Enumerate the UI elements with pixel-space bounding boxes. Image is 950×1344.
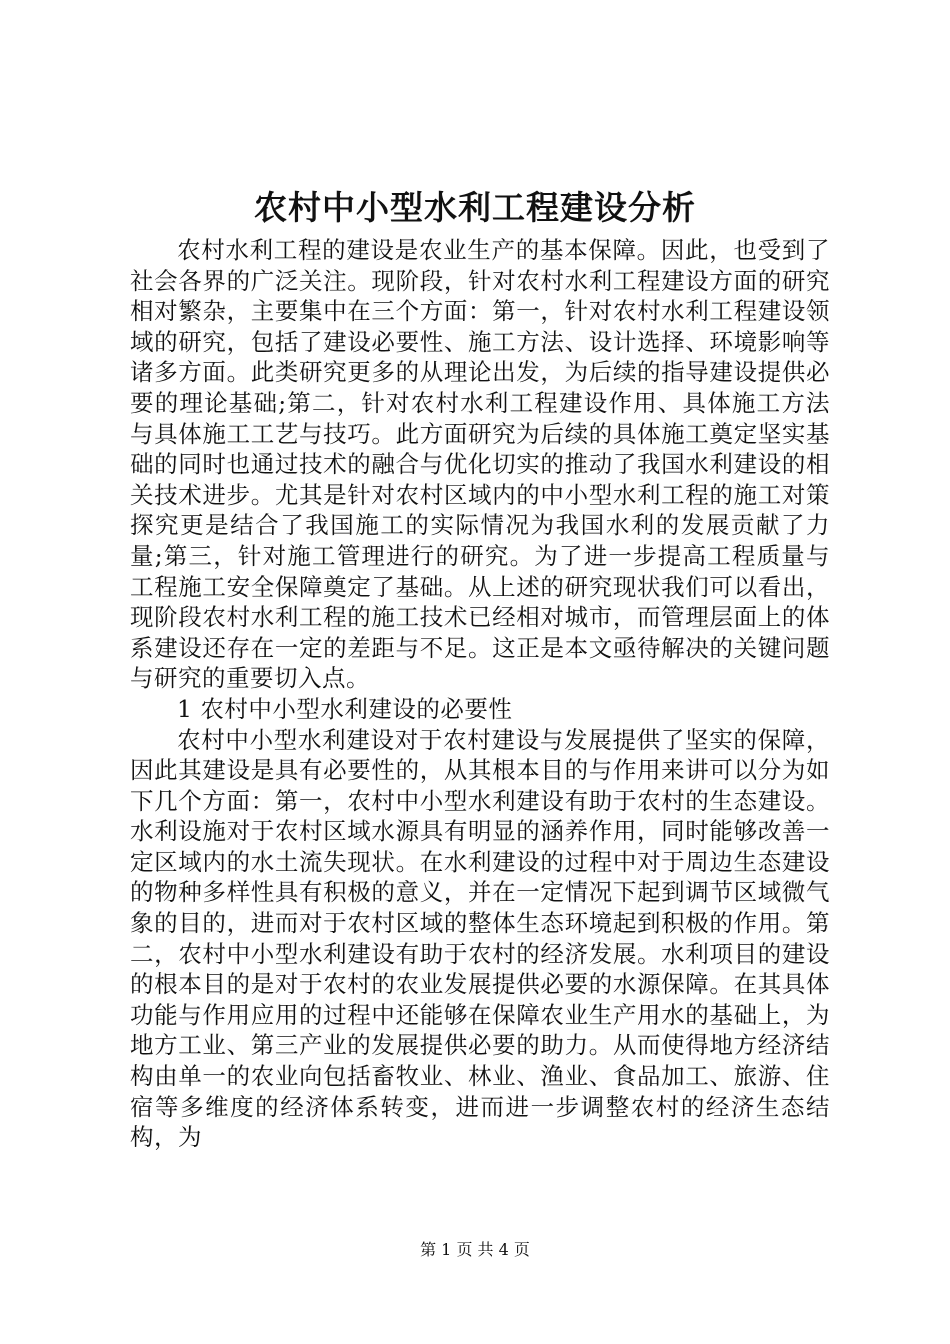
document-title: 农村中小型水利工程建设分析 [254,188,696,227]
intro-paragraph: 农村水利工程的建设是农业生产的基本保障。因此，也受到了社会各界的广泛关注。现阶段，针对农村水利工程建设方面的研究相对繁杂，主要集中在三个方面：第一，针对农村水利工程建设领域的研究，包括了建设必要性、施工方法、设计选择、环境影响等诸多方面。此类研究更多的从理论出发，为后续的指导建设提供必要的理论基础;第二，针对农村水利工程建设作用、具体施工方法与具体施工工艺与技巧。此方面研究为后续的具体施工奠定坚实基础的同时也通过技术的融合与优化切实的推动了我国水利建设的相关技术进步。尤其是针对农村区域内的中小型水利工程的施工对策探究更是结合了我国施工的实际情况为我国水利的发展贡献了力量;第三，针对施工管理进行的研究。为了进一步提高工程质量与工程施工安全保障奠定了基础。从上述的研究现状我们可以看出，现阶段农村水利工程的施工技术已经相对城市，而管理层面上的体系建设还存在一定的差距与不足。这正是本文亟待解决的关键问题与研究的重要切入点。 [130,236,830,693]
section-heading: 1 农村中小型水利建设的必要性 [177,694,513,723]
document-body [130,235,830,1153]
section-paragraph: 农村中小型水利建设对于农村建设与发展提供了坚实的保障，因此其建设是具有必要性的，从其根本目的与作用来讲可以分为如下几个方面：第一，农村中小型水利建设有助于农村的生态建设。水利设施对于农村区域水源具有明显的涵养作用，同时能够改善一定区域内的水土流失现状。在水利建设的过程中对于周边生态建设的物种多样性具有积极的意义，并在一定情况下起到调节区域微气象的目的，进而对于农村区域的整体生态环境起到积极的作用。第二，农村中小型水利建设有助于农村的经济发展。水利项目的建设的根本目的是对于农村的农业发展提供必要的水源保障。在其具体功能与作用应用的过程中还能够在保障农业生产用水的基础上，为地方工业、第三产业的发展提供必要的助力。从而使得地方经济结构由单一的农业向包括畜牧业、林业、渔业、食品加工、旅游、住宿等多维度的经济体系转变，进而进一步调整农村的经济生态结构，为 [130,725,830,1152]
page-footer: 第 1 页 共 4 页 [420,1240,530,1259]
